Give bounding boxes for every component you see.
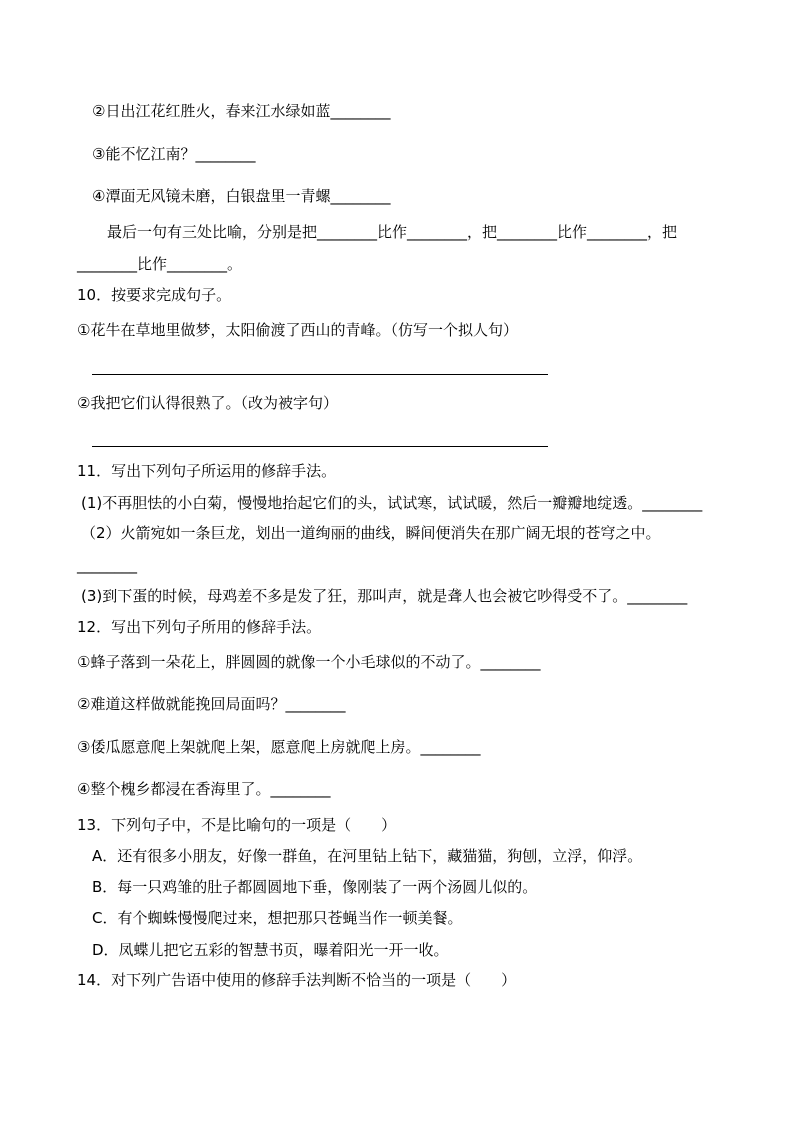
q12-item-2: ②难道这样做就能挽回局面吗？________ <box>77 695 346 713</box>
q10-answer-line-2[interactable] <box>92 446 548 447</box>
q12-item-4: ④整个槐乡都浸在香海里了。________ <box>77 780 331 798</box>
q13-option-c: C．有个蜘蛛慢慢爬过来，想把那只苍蝇当作一顿美餐。 <box>92 909 463 927</box>
q12-item-1: ①蜂子落到一朵花上，胖圆圆的就像一个小毛球似的不动了。________ <box>77 653 541 671</box>
q9-metaphor-note-continued: ________比作________。 <box>77 255 243 273</box>
q10-item-2: ②我把它们认得很熟了。（改为被字句） <box>77 394 338 412</box>
q10-answer-line-1[interactable] <box>92 374 548 375</box>
q14-title: 14．对下列广告语中使用的修辞手法判断不恰当的一项是（ ） <box>77 971 517 989</box>
q9-item-2: ②日出江花红胜火，春来江水绿如蓝________ <box>92 102 391 120</box>
q11-item-2-blank: ________ <box>77 556 137 574</box>
q13-title: 13．下列句子中，不是比喻句的一项是（ ） <box>77 816 397 834</box>
q9-metaphor-note: 最后一句有三处比喻，分别是把________比作________，把________比作________，把 <box>107 223 678 241</box>
q13-option-b: B．每一只鸡雏的肚子都圆圆地下垂，像刚装了一两个汤圆儿似的。 <box>92 878 538 896</box>
q12-item-3: ③倭瓜愿意爬上架就爬上架，愿意爬上房就爬上房。________ <box>77 738 481 756</box>
q11-item-1: (1)不再胆怯的小白菊，慢慢地抬起它们的头，试试寒，试试暖，然后一瓣瓣地绽透。________ <box>81 494 703 512</box>
q13-option-d: D．凤蝶儿把它五彩的智慧书页，曝着阳光一开一收。 <box>92 941 449 959</box>
q9-item-4: ④潭面无风镜未磨，白银盘里一青螺________ <box>92 187 391 205</box>
q11-title: 11．写出下列句子所运用的修辞手法。 <box>77 462 337 480</box>
q9-item-3: ③能不忆江南？________ <box>92 145 256 163</box>
q10-item-1: ①花牛在草地里做梦，太阳偷渡了西山的青峰。（仿写一个拟人句） <box>77 321 518 339</box>
q13-option-a: A．还有很多小朋友，好像一群鱼，在河里钻上钻下，藏猫猫，狗刨，立浮，仰浮。 <box>92 847 643 865</box>
q11-item-2: （2）火箭宛如一条巨龙，划出一道绚丽的曲线，瞬间便消失在那广阔无垠的苍穹之中。 <box>81 524 661 542</box>
q12-title: 12．写出下列句子所用的修辞手法。 <box>77 618 322 636</box>
q11-item-3: (3)到下蛋的时候，母鸡差不多是发了狂，那叫声，就是聋人也会被它吵得受不了。________ <box>81 587 688 605</box>
q10-title: 10．按要求完成句子。 <box>77 286 232 304</box>
